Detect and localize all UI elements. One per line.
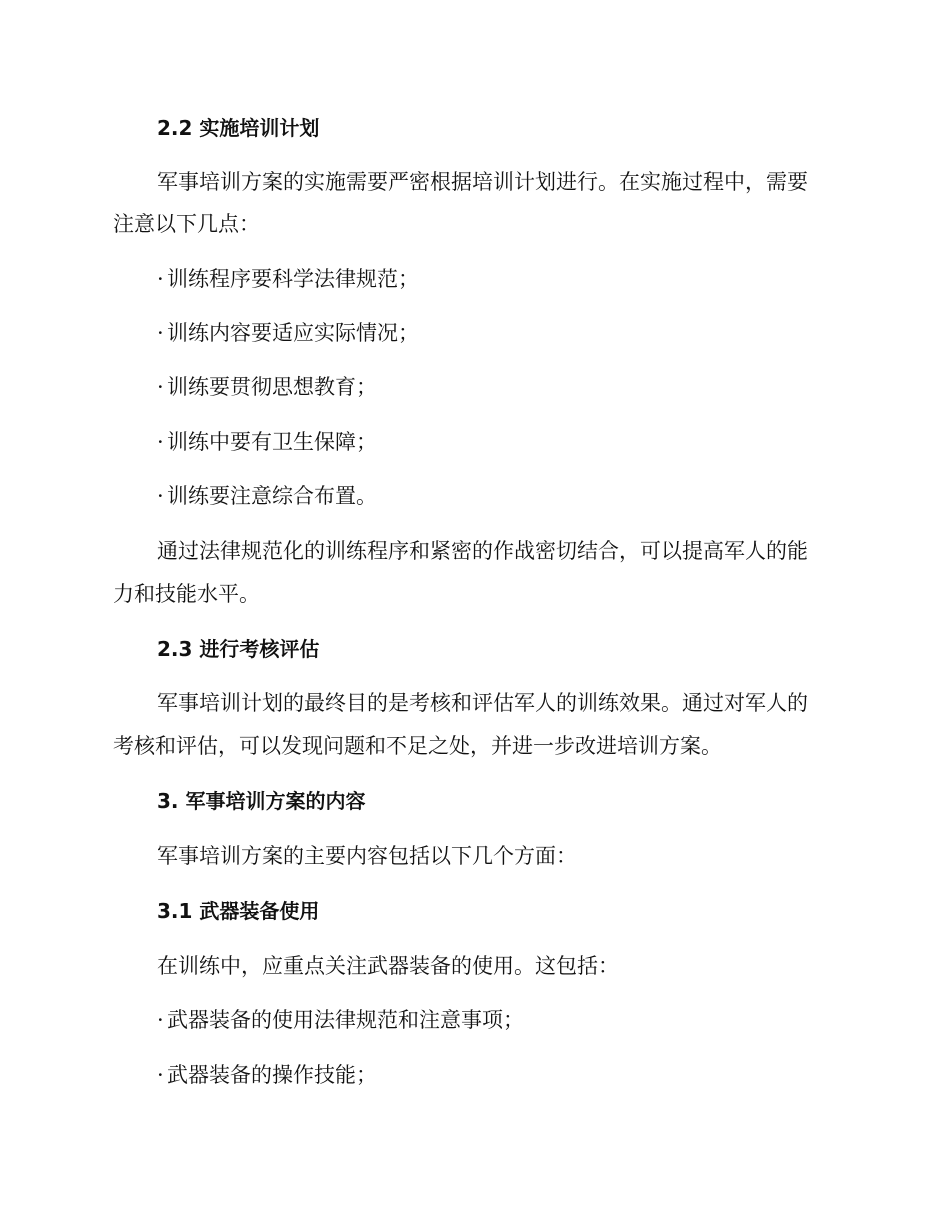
bullet-text: 训练要注意综合布置。	[167, 484, 377, 508]
bullet-item	[157, 1060, 377, 1090]
bullet-text: 训练要贯彻思想教育；	[167, 375, 377, 399]
section-heading-3: 3. 军事培训方案的内容	[157, 789, 366, 813]
paragraph-line: 军事培训方案的主要内容包括以下几个方面：	[157, 844, 577, 868]
paragraph-line: 通过法律规范化的训练程序和紧密的作战密切结合，可以提高军人的能	[157, 539, 808, 563]
paragraph-line: 军事培训方案的实施需要严密根据培训计划进行。在实施过程中，需要	[157, 170, 808, 194]
paragraph-line: 在训练中，应重点关注武器装备的使用。这包括：	[157, 954, 619, 978]
bullet-item	[157, 372, 377, 402]
paragraph-line: 军事培训计划的最终目的是考核和评估军人的训练效果。通过对军人的	[157, 691, 808, 715]
paragraph-line: 注意以下几点：	[113, 212, 260, 236]
paragraph-line: 力和技能水平。	[113, 582, 260, 606]
bullet-item	[157, 1005, 524, 1035]
section-heading-3-1: 3.1 武器装备使用	[157, 899, 320, 923]
bullet-text: 训练中要有卫生保障；	[167, 430, 377, 454]
bullet-text: 训练内容要适应实际情况；	[167, 321, 419, 345]
bullet-symbol: ·	[157, 1008, 164, 1032]
section-heading-2-3: 2.3 进行考核评估	[157, 637, 320, 661]
bullet-symbol: ·	[157, 1063, 164, 1087]
bullet-item	[157, 481, 377, 511]
bullet-symbol: ·	[157, 484, 164, 508]
bullet-text: 训练程序要科学法律规范；	[167, 267, 419, 291]
bullet-symbol: ·	[157, 375, 164, 399]
bullet-text: 武器装备的操作技能；	[167, 1063, 377, 1087]
bullet-item	[157, 264, 419, 294]
bullet-item	[157, 318, 419, 348]
bullet-symbol: ·	[157, 321, 164, 345]
paragraph-line: 考核和评估，可以发现问题和不足之处，并进一步改进培训方案。	[113, 734, 722, 758]
bullet-symbol: ·	[157, 267, 164, 291]
bullet-text: 武器装备的使用法律规范和注意事项；	[167, 1008, 524, 1032]
bullet-symbol: ·	[157, 430, 164, 454]
bullet-item	[157, 427, 377, 457]
section-heading-2-2: 2.2 实施培训计划	[157, 116, 320, 140]
